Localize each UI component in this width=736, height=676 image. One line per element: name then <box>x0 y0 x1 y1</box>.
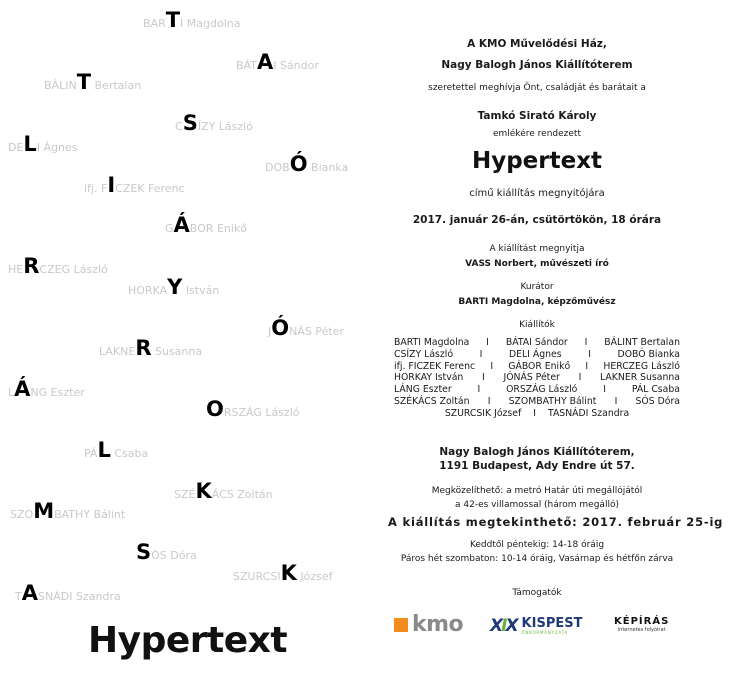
artists-label: Kiállítók <box>519 320 555 330</box>
artists-row: SZÉKÁCS Zoltán I SZOMBATHY Bálint I SÓS Dóra <box>394 395 680 407</box>
artist-name-szombathy: SZOMBATHY Bálint <box>10 499 126 523</box>
highlight-letter: L <box>23 132 37 156</box>
artist-name-tasnadi: TASNÁDI Szandra <box>15 581 121 605</box>
access-line-1: Megközelíthető: a metró Határ úti megállójától <box>431 486 643 496</box>
highlight-letter: Á <box>14 377 31 401</box>
host-line-1: A KMO Művelődési Ház, <box>467 38 607 50</box>
memorial-text: emlékére rendezett <box>493 129 581 139</box>
artist-name-szurcsik: SZURCSIK József <box>233 561 333 585</box>
kepiras-logo: KÉPÍRÁS internetes folyóirat <box>614 616 670 633</box>
highlight-letter: Á <box>173 213 190 237</box>
invitation-panel <box>388 0 724 676</box>
exhibition-title: Hypertext <box>471 148 603 174</box>
highlight-letter: A <box>21 581 38 605</box>
sponsor-logos <box>388 612 686 642</box>
opening-date: 2017. január 26-án, csütörtökön, 18 órára <box>412 214 662 226</box>
artist-name-csizy: CSÍZY László <box>175 111 253 135</box>
curator-label: Kurátor <box>520 282 554 292</box>
highlight-letter: S <box>182 111 198 135</box>
orange-square-icon <box>394 618 408 632</box>
artist-name-batai: BÁTAI Sándor <box>236 50 319 74</box>
artist-name-sos: SÓS Dóra <box>136 540 197 564</box>
highlight-letter: Y <box>167 275 183 299</box>
artist-name-herczeg: HERCZEG László <box>8 254 108 278</box>
artists-list <box>394 337 680 420</box>
curator-name: BARTI Magdolna, képzőművész <box>458 297 616 307</box>
artist-name-horkay: HORKAY István <box>128 275 220 299</box>
invites-text: szeretettel meghívja Önt, családját és barátait a <box>428 83 646 93</box>
host-line-2: Nagy Balogh János Kiállítóterem <box>441 59 633 71</box>
xix-district-icon: XIX <box>490 616 517 636</box>
artist-name-jonas: JÓNÁS Péter <box>268 316 344 340</box>
venue-line-2: 1191 Budapest, Ady Endre út 57. <box>439 460 635 472</box>
highlight-letter: T <box>165 8 181 32</box>
opener-name: VASS Norbert, művészeti író <box>465 259 609 269</box>
artists-row: ifj. FICZEK Ferenc I GÁBOR Enikő I HERCZEG László <box>394 360 680 372</box>
highlight-letter: K <box>195 479 212 503</box>
highlight-letter: O <box>206 397 224 421</box>
hours-line-2: Páros hét szombaton: 10-14 óráig, Vasárnap és hétfőn zárva <box>400 554 674 564</box>
viewable-until: A kiállítás megtekinthető: 2017. február 25-ig <box>388 515 724 529</box>
highlight-letter: I <box>107 173 116 197</box>
artists-row: HORKAY István I JÓNÁS Péter I LAKNER Susanna <box>394 372 680 384</box>
artists-row: BARTI Magdolna I BÁTAI Sándor I BÁLINT Bertalan <box>394 337 680 348</box>
venue-line-1: Nagy Balogh János Kiállítóterem, <box>439 446 635 458</box>
artist-name-lang: LÁNG Eszter <box>8 377 85 401</box>
highlight-letter: R <box>135 336 152 360</box>
sponsors-label: Támogatók <box>512 588 562 598</box>
artist-name-lakner: LAKNER Susanna <box>99 336 203 360</box>
highlight-letter: T <box>76 70 92 94</box>
access-line-2: a 42-es villamossal (három megálló) <box>455 500 619 510</box>
artist-name-ficzek: ifj. FICZEK Ferenc <box>84 173 185 197</box>
highlight-letter: Ó <box>289 152 308 176</box>
artist-name-deli: DELI Ágnes <box>8 132 78 156</box>
poster-title: Hypertext <box>88 620 288 661</box>
artist-name-orszag: ORSZÁG László <box>206 397 300 421</box>
artist-name-pal: PÁL Csaba <box>84 438 149 462</box>
opener-label: A kiállítást megnyitja <box>489 244 585 254</box>
artist-name-szekacs: SZÉKÁCS Zoltán <box>174 479 273 503</box>
highlight-letter: R <box>23 254 40 278</box>
kmo-logo: kmo <box>394 614 463 636</box>
highlight-letter: M <box>33 499 55 523</box>
honoree: Tamkó Sirató Károly <box>477 110 597 122</box>
highlight-letter: L <box>97 438 111 462</box>
hours-line-1: Keddtől péntekig: 14-18 óráig <box>469 540 605 550</box>
artist-name-barti: BARTI Magdolna <box>143 8 241 32</box>
highlight-letter: S <box>136 540 152 564</box>
opening-label: című kiállítás megnyitójára <box>469 188 605 199</box>
artist-name-balint: BÁLINT Bertalan <box>44 70 142 94</box>
highlight-letter: K <box>280 561 297 585</box>
highlight-letter: A <box>256 50 274 74</box>
artists-row: LÁNG Eszter I ORSZÁG László I PÁL Csaba <box>394 384 680 396</box>
artist-name-dobo: DOBÓ Bianka <box>265 152 349 176</box>
artists-row: SZURCSIK József I TASNÁDI Szandra <box>444 407 630 419</box>
highlight-letter: Ó <box>271 316 290 340</box>
artists-row: CSÍZY László I DELI Ágnes I DOBÓ Bianka <box>394 348 680 360</box>
kispest-logo: XIX KISPEST ÖNKORMÁNYZATA <box>490 616 583 636</box>
artist-name-gabor: GÁBOR Enikő <box>165 213 248 237</box>
